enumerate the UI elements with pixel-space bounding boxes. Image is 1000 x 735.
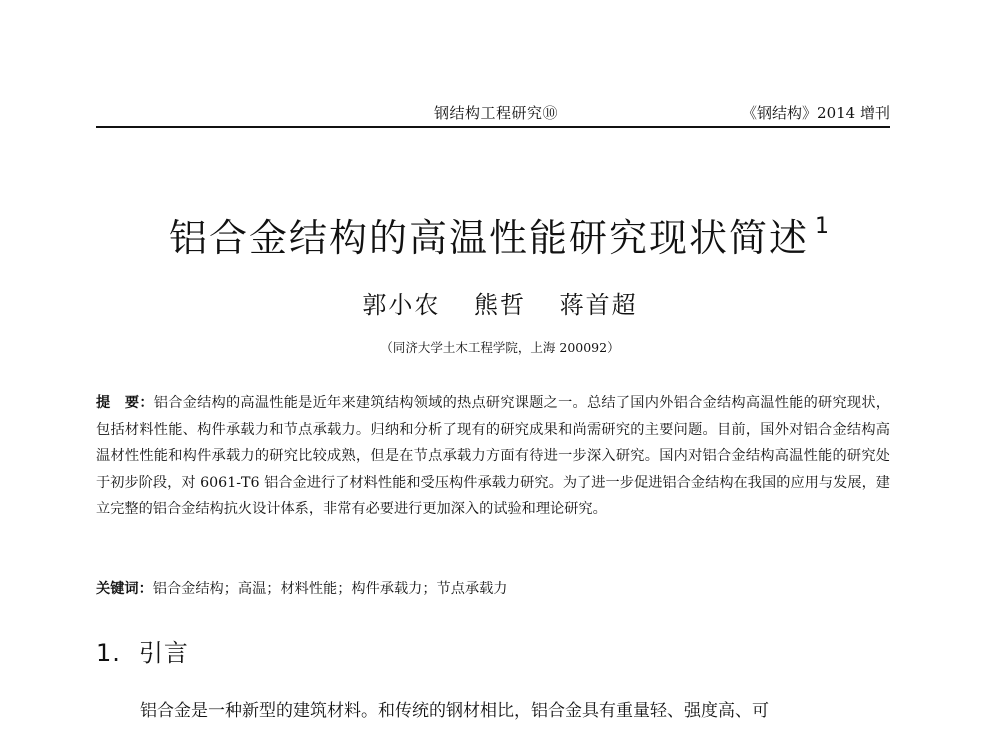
- author-name: 郭小农: [362, 291, 441, 319]
- author-affiliation: （同济大学土木工程学院，上海 200092）: [380, 340, 620, 355]
- keywords-text: 铝合金结构；高温；材料性能；构件承载力；节点承载力: [152, 581, 508, 597]
- abstract: [96, 390, 890, 523]
- author-name: 蒋首超: [559, 291, 638, 319]
- header-series-title: 钢结构工程研究⑩: [434, 104, 559, 122]
- paper-title: [0, 207, 1000, 262]
- abstract-text: 铝合金结构的高温性能是近年来建筑结构领域的热点研究课题之一。总结了国内外铝合金结构高温性能的研究现状，包括材料性能、构件承载力和节点承载力。归纳和分析了现有的研究成果和尚需研究的主要问题。目前，国外对铝合金结构高温材性性能和构件承载力的研究比较成熟，但是在节点承载力方面有待进一步深入研究。国内对铝合金结构高温性能的研究处于初步阶段，对 6061-T6 铝合金进行了材料性能和受压构件承载力研究。为了进一步促进铝合金结构在我国的应用与发展，建立完整的铝合金结构抗火设计体系，非常有必要进行更加深入的试验和理论研究。: [96, 395, 890, 517]
- body-paragraph: 铝合金是一种新型的建筑材料。和传统的钢材相比，铝合金具有重量轻、强度高、可: [140, 701, 769, 721]
- running-header: [96, 100, 890, 128]
- keywords: [96, 576, 890, 602]
- author-name: 熊哲: [474, 291, 526, 319]
- section-number: 1.: [96, 639, 121, 667]
- keywords-label: 关键词：: [96, 581, 153, 597]
- title-footnote-mark: 1: [815, 214, 831, 240]
- abstract-label: 提 要：: [96, 395, 154, 411]
- author-list: [0, 285, 1000, 320]
- section-heading: [96, 633, 189, 668]
- paper-title-text: 铝合金结构的高温性能研究现状简述: [168, 216, 809, 261]
- section-title: 引言: [138, 639, 189, 667]
- header-journal-info: 《钢结构》2014 增刊: [742, 104, 890, 122]
